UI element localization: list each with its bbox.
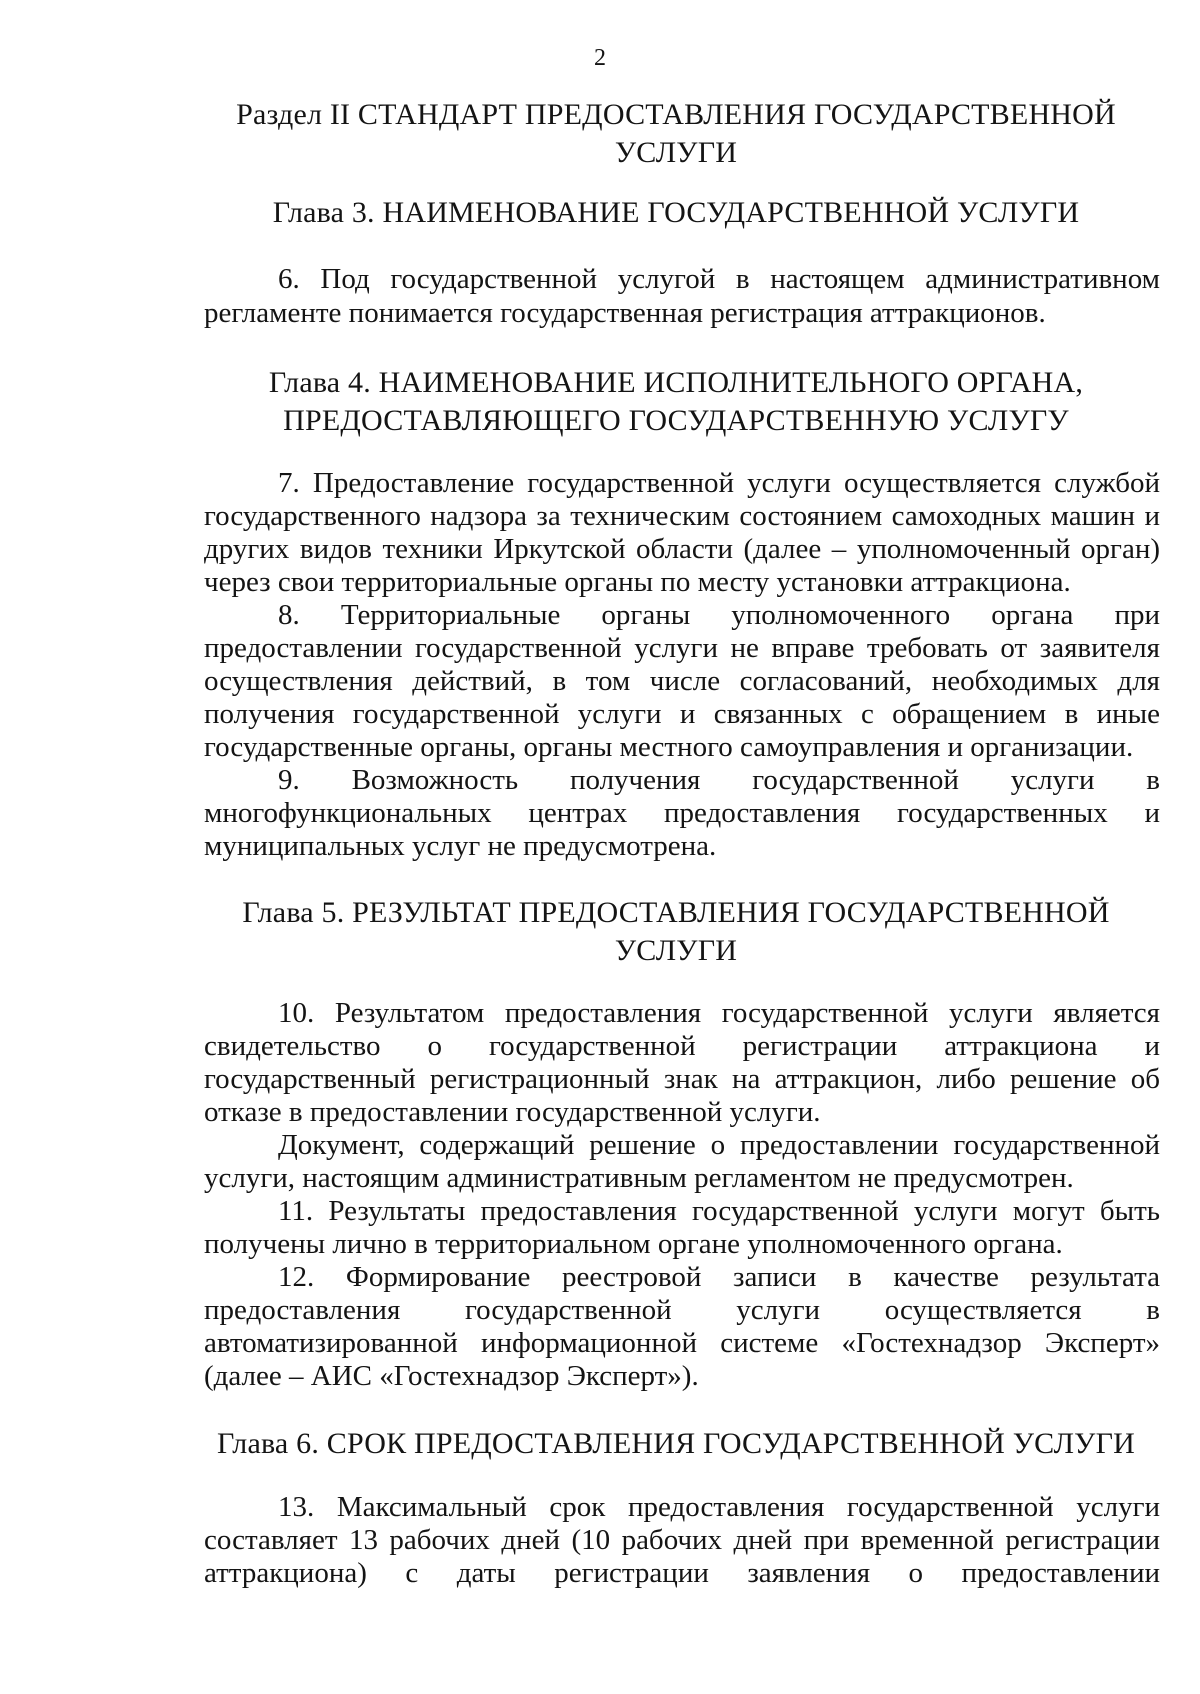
chapter-4-title-line: ПРЕДОСТАВЛЯЮЩЕГО ГОСУДАРСТВЕННУЮ УСЛУГУ [283,404,1069,437]
chapter-4-title-line: Глава 4. НАИМЕНОВАНИЕ ИСПОЛНИТЕЛЬНОГО ОРГАНА, [268,366,1084,399]
paragraph-13-line: составляет 13 рабочих дней (10 рабочих дней при временной регистрации [204,1524,1160,1556]
paragraph-8-line: получения государственной услуги и связанных с обращением в иные [204,698,1160,730]
paragraph-11-line: 11. Результаты предоставления государственной услуги могут быть [278,1195,1160,1227]
paragraph-8-line: осуществления действий, в том числе согласований, необходимых для [204,665,1160,697]
paragraph-10-line: отказе в предоставлении государственной услуги. [204,1096,821,1128]
paragraph-7-line: через свои территориальные органы по месту установки аттракциона. [204,566,1071,598]
paragraph-11-line: получены лично в территориальном органе уполномоченного органа. [204,1228,1063,1260]
chapter-3-title [200,194,1152,232]
chapter-5-title-line: Глава 5. РЕЗУЛЬТАТ ПРЕДОСТАВЛЕНИЯ ГОСУДАРСТВЕННОЙ [242,896,1110,929]
paragraph-12-line: автоматизированной информационной системе «Гостехнадзор Эксперт» [204,1327,1160,1359]
paragraph-8-line: 8. Территориальные органы уполномоченного органа при [278,599,1160,631]
section-title-line: Раздел II СТАНДАРТ ПРЕДОСТАВЛЕНИЯ ГОСУДАРСТВЕННОЙ [236,98,1116,131]
paragraph-7-line: других видов техники Иркутской области (далее – уполномоченный орган) [204,533,1160,565]
chapter-6-title [200,1425,1152,1463]
paragraph-9-line: многофункциональных центрах предоставления государственных и [204,797,1160,829]
section-title-line: УСЛУГИ [614,136,738,169]
paragraph-13-line: аттракциона) с даты регистрации заявления о предоставлении [204,1557,1160,1589]
paragraph-6-line: 6. Под государственной услугой в настоящем административном [278,263,1160,295]
chapter-5-title [200,894,1152,970]
paragraph-10-line: 10. Результатом предоставления государственной услуги является [278,997,1160,1029]
chapter-3-title-line: Глава 3. НАИМЕНОВАНИЕ ГОСУДАРСТВЕННОЙ УСЛУГИ [272,196,1080,229]
paragraph-7-line: государственного надзора за техническим состоянием самоходных машин и [204,500,1160,532]
section-title [200,96,1152,172]
paragraph-12-line: 12. Формирование реестровой записи в качестве результата [278,1261,1160,1293]
chapter-5-title-line: УСЛУГИ [614,934,738,967]
page-number: 2 [594,45,606,71]
chapter-4-title [200,364,1152,440]
paragraph-10-line: свидетельство о государственной регистрации аттракциона и [204,1030,1160,1062]
paragraph-12-line: (далее – АИС «Гостехнадзор Эксперт»). [204,1360,699,1392]
paragraph-7-line: 7. Предоставление государственной услуги осуществляется службой [278,467,1160,499]
paragraph-13-line: 13. Максимальный срок предоставления государственной услуги [278,1491,1160,1523]
paragraph-10b-line: Документ, содержащий решение о предоставлении государственной [278,1129,1160,1161]
paragraph-10-line: государственный регистрационный знак на аттракцион, либо решение об [204,1063,1160,1095]
paragraph-9-line: 9. Возможность получения государственной услуги в [278,764,1160,796]
paragraph-10b-line: услуги, настоящим административным регламентом не предусмотрен. [204,1162,1074,1194]
paragraph-12-line: предоставления государственной услуги осуществляется в [204,1294,1160,1326]
chapter-6-title-line: Глава 6. СРОК ПРЕДОСТАВЛЕНИЯ ГОСУДАРСТВЕННОЙ УСЛУГИ [216,1427,1135,1460]
paragraph-9-line: муниципальных услуг не предусмотрена. [204,830,717,862]
paragraph-8-line: предоставлении государственной услуги не вправе требовать от заявителя [204,632,1160,664]
paragraph-6-line: регламенте понимается государственная регистрация аттракционов. [204,297,1046,329]
paragraph-8-line: государственные органы, органы местного самоуправления и организации. [204,731,1134,763]
